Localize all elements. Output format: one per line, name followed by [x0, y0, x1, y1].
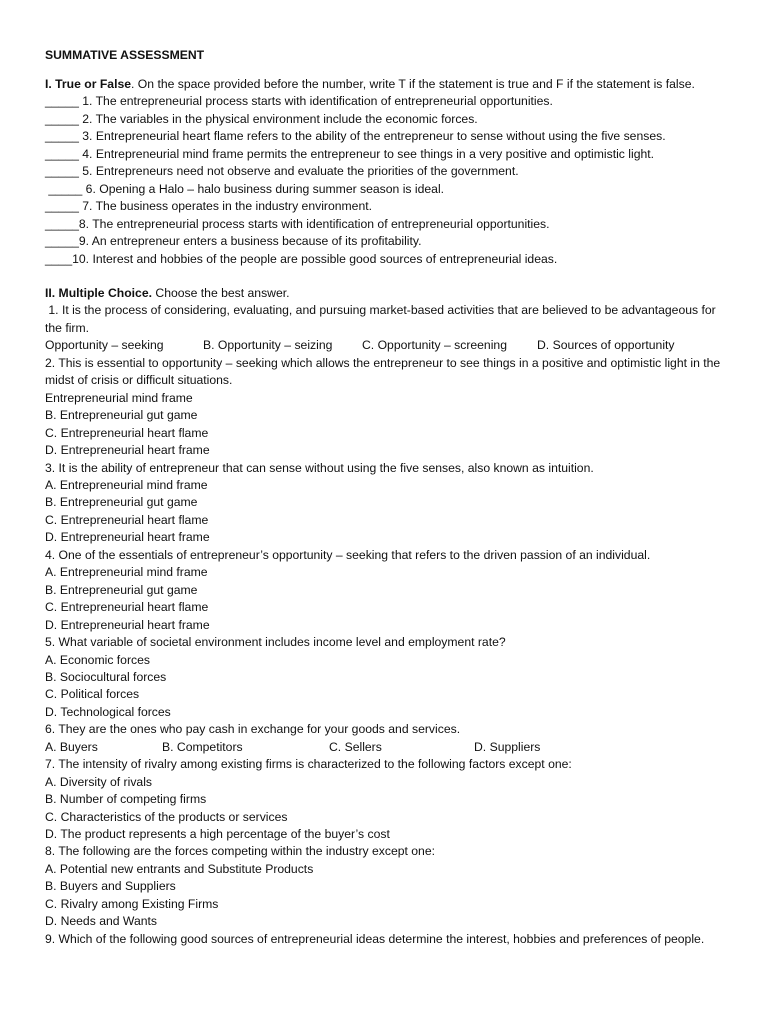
tf-item-8: _____8. The entrepreneurial process starts with identification of entrepreneurial opportunities.	[45, 216, 550, 231]
mc-q4-option-d: D. Entrepreneurial heart frame	[45, 617, 210, 632]
mc-q6-option-d: D. Suppliers	[474, 739, 541, 754]
tf-item-3: _____ 3. Entrepreneurial heart flame refers to the ability of the entrepreneur to sense without using the five senses.	[45, 129, 666, 144]
mc-q4-option-c: C. Entrepreneurial heart flame	[45, 600, 209, 615]
assessment-page	[45, 47, 735, 948]
mc-q6-option-a: A. Buyers	[45, 739, 98, 754]
mc-q8-option-a: A. Potential new entrants and Substitute Products	[45, 861, 314, 876]
tf-item-4: _____ 4. Entrepreneurial mind frame permits the entrepreneur to see things in a very positive and optimistic light.	[45, 146, 655, 161]
mc-question-7: 7. The intensity of rivalry among existing firms is characterized to the following factors except one:	[45, 757, 572, 772]
mc-q8-option-c: C. Rivalry among Existing Firms	[45, 896, 219, 911]
tf-item-10: ____10. Interest and hobbies of the people are possible good sources of entrepreneurial ideas.	[45, 251, 558, 266]
mc-instructions	[45, 285, 735, 302]
tf-item-2: _____ 2. The variables in the physical environment include the economic forces.	[45, 111, 478, 126]
mc-q2-option-a: Entrepreneurial mind frame	[45, 390, 193, 405]
mc-question-4: 4. One of the essentials of entrepreneur’s opportunity – seeking that refers to the driven passion of an individual.	[45, 547, 651, 562]
mc-q3-option-c: C. Entrepreneurial heart flame	[45, 512, 209, 527]
mc-q5-option-c: C. Political forces	[45, 687, 140, 702]
mc-heading: II. Multiple Choice.	[45, 285, 152, 300]
mc-q6-options	[45, 739, 735, 756]
mc-q7-option-b: B. Number of competing firms	[45, 792, 207, 807]
mc-q5-option-a: A. Economic forces	[45, 652, 150, 667]
mc-q1-option-d: D. Sources of opportunity	[537, 338, 675, 353]
tf-instruction-text: . On the space provided before the number, write T if the statement is true and F if the statement is false.	[131, 77, 695, 91]
tf-item-6: _____ 6. Opening a Halo – halo business during summer season is ideal.	[45, 181, 445, 196]
mc-q7-option-a: A. Diversity of rivals	[45, 774, 152, 789]
mc-question-2: 2. This is essential to opportunity – seeking which allows the entrepreneur to see things in a positive and optimistic light in the midst of crisis or difficult situations.	[45, 355, 721, 388]
mc-instruction-text: Choose the best answer.	[152, 285, 290, 300]
mc-q1-option-b: B. Opportunity – seizing	[203, 338, 333, 353]
spacer	[45, 268, 735, 285]
tf-heading: I. True or False	[45, 77, 132, 91]
tf-item-9: _____9. An entrepreneur enters a business because of its profitability.	[45, 234, 422, 249]
mc-q6-option-c: C. Sellers	[329, 739, 382, 754]
spacer	[45, 66, 735, 76]
page-title: SUMMATIVE ASSESSMENT	[45, 48, 205, 62]
mc-q7-option-c: C. Characteristics of the products or services	[45, 809, 288, 824]
mc-q8-option-d: D. Needs and Wants	[45, 914, 157, 929]
mc-q4-option-b: B. Entrepreneurial gut game	[45, 582, 198, 597]
mc-q2-option-b: B. Entrepreneurial gut game	[45, 408, 198, 423]
mc-q1-option-a: Opportunity – seeking	[45, 338, 164, 353]
tf-instructions	[45, 76, 735, 93]
mc-q2-option-d: D. Entrepreneurial heart frame	[45, 443, 210, 458]
mc-question-5: 5. What variable of societal environment includes income level and employment rate?	[45, 635, 506, 650]
mc-q3-option-a: A. Entrepreneurial mind frame	[45, 477, 208, 492]
mc-q5-option-b: B. Sociocultural forces	[45, 669, 167, 684]
mc-question-3: 3. It is the ability of entrepreneur that can sense without using the five senses, also known as intuition.	[45, 460, 594, 475]
mc-question-8: 8. The following are the forces competing within the industry except one:	[45, 844, 435, 859]
mc-q8-option-b: B. Buyers and Suppliers	[45, 879, 176, 894]
mc-question-6: 6. They are the ones who pay cash in exchange for your goods and services.	[45, 722, 461, 737]
mc-q3-option-d: D. Entrepreneurial heart frame	[45, 530, 210, 545]
mc-q7-option-d: D. The product represents a high percentage of the buyer’s cost	[45, 827, 390, 842]
mc-q6-option-b: B. Competitors	[162, 739, 243, 754]
tf-item-5: _____ 5. Entrepreneurs need not observe and evaluate the priorities of the government.	[45, 164, 519, 179]
mc-q5-option-d: D. Technological forces	[45, 704, 171, 719]
mc-question-9: 9. Which of the following good sources of entrepreneurial ideas determine the interest, hobbies and preferences of people.	[45, 931, 705, 946]
mc-q2-option-c: C. Entrepreneurial heart flame	[45, 425, 209, 440]
mc-q3-option-b: B. Entrepreneurial gut game	[45, 495, 198, 510]
mc-q1-option-c: C. Opportunity – screening	[362, 338, 507, 353]
tf-item-7: _____ 7. The business operates in the industry environment.	[45, 199, 373, 214]
mc-q1-options	[45, 337, 735, 354]
mc-question-1: 1. It is the process of considering, evaluating, and pursuing market-based activities that are believed to be advantageous for the firm.	[45, 303, 720, 335]
tf-item-1: _____ 1. The entrepreneurial process starts with identification of entrepreneurial opportunities.	[45, 94, 553, 109]
mc-q4-option-a: A. Entrepreneurial mind frame	[45, 565, 208, 580]
